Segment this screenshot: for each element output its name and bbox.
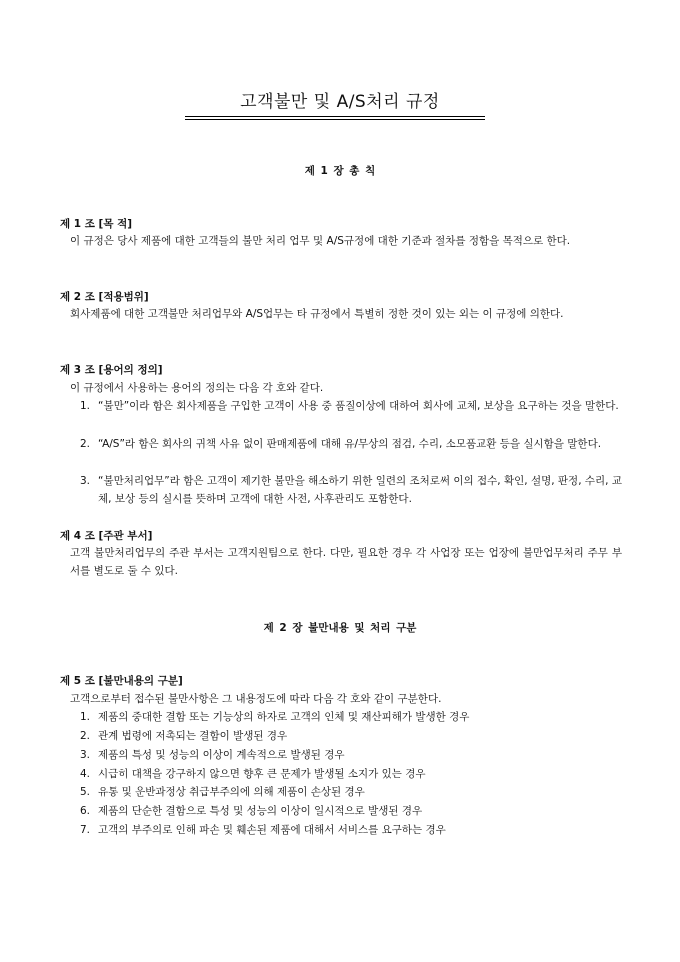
list-item-number: 5. [80,786,91,798]
article-2-body: 회사제품에 대한 고객불만 처리업무와 A/S업무는 타 규정에서 특별히 정한 것이 있는 외는 이 규정에 의한다. [70,308,564,320]
list-item [80,783,622,801]
article-1-body: 이 규정은 당사 제품에 대한 고객들의 불만 처리 업무 및 A/S규정에 대한 기준과 절차를 정함을 목적으로 한다. [70,235,571,247]
article-3-intro: 이 규정에서 사용하는 용어의 정의는 다음 각 호와 같다. [70,382,324,394]
chapter-2-heading: 제 2 장 불만내용 및 처리 구분 [263,622,417,634]
list-item [80,397,622,415]
article-2-heading: 제 2 조 [적용범위] [60,291,149,303]
list-item-text: “불만처리업무”라 함은 고객이 제기한 불만을 해소하기 위한 일련의 조처로써 이의 접수, 확인, 설명, 판정, 수리, 교체, 보상 등의 실시를 뜻하며 고객에 대한 사전, 사후관리도 포함한다. [98,475,622,505]
title-underline-bottom [185,119,485,120]
list-item-number: 3. [80,749,91,761]
article-5-intro: 고객으로부터 접수된 불만사항은 그 내용정도에 따라 다음 각 호와 같이 구분한다. [70,693,442,705]
list-item-text: 시급히 대책을 강구하지 않으면 향후 큰 문제가 발생될 소지가 있는 경우 [98,768,426,780]
list-item-text: “불만”이라 함은 회사제품을 구입한 고객이 사용 중 품질이상에 대하여 회사에 교체, 보상을 요구하는 것을 말한다. [98,400,619,412]
list-item [80,727,622,745]
list-item [80,708,622,726]
list-item-text: 관계 법령에 저촉되는 결함이 발생된 경우 [98,730,288,742]
list-item [80,765,622,783]
list-item [80,746,622,764]
list-item-number: 4. [80,768,91,780]
list-item [80,802,622,820]
list-item-text: 고객의 부주의로 인해 파손 및 훼손된 제품에 대해서 서비스를 요구하는 경우 [98,824,446,836]
list-item-number: 2. [80,438,91,450]
article-1-heading: 제 1 조 [목 적] [60,218,133,230]
list-item-number: 2. [80,730,91,742]
list-item [80,435,622,453]
article-4-body: 고객 불만처리업무의 주관 부서는 고객지원팀으로 한다. 다만, 필요한 경우 각 사업장 또는 업장에 불만업무처리 주무 부서를 별도로 둘 수 있다. [70,547,622,577]
list-item-number: 1. [80,711,91,723]
article-5-heading: 제 5 조 [불만내용의 구분] [60,675,183,687]
list-item-number: 1. [80,400,91,412]
chapter-1-heading: 제 1 장 총 칙 [304,165,376,177]
document-title: 고객불만 및 A/S처리 규정 [240,92,440,112]
list-item-text: “A/S”라 함은 회사의 귀책 사유 없이 판매제품에 대해 유/무상의 점검, 수리, 소모품교환 등을 실시함을 말한다. [98,438,602,450]
article-3-heading: 제 3 조 [용어의 정의] [60,364,163,376]
list-item-text: 유통 및 운반과정상 취급부주의에 의해 제품이 손상된 경우 [98,786,365,798]
list-item [80,472,622,508]
list-item-number: 6. [80,805,91,817]
list-item-number: 7. [80,824,91,836]
list-item [80,821,622,839]
list-item-text: 제품의 단순한 결함으로 특성 및 성능의 이상이 일시적으로 발생된 경우 [98,805,423,817]
list-item-text: 제품의 특성 및 성능의 이상이 계속적으로 발생된 경우 [98,749,345,761]
list-item-text: 제품의 중대한 결함 또는 기능상의 하자로 고객의 인체 및 재산피해가 발생한 경우 [98,711,470,723]
list-item-number: 3. [80,475,91,487]
article-4-heading: 제 4 조 [주관 부서] [60,530,153,542]
title-underline-top [185,116,485,117]
